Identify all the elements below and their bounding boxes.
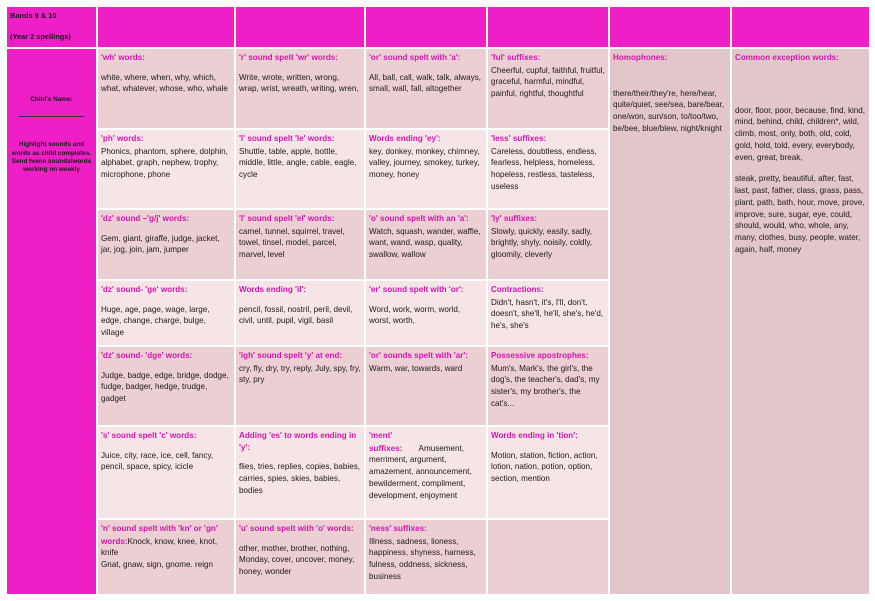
- cell-words: Write, wrote, written, wrong, wrap, wrist, wreath, writing, wren,: [239, 72, 359, 94]
- sidebar-instructions: Highlight sounds and words as child completes. Send home sounds/words working on weekly: [11, 141, 92, 174]
- cell-title: 'l' sound spelt 'el' words:: [239, 214, 335, 223]
- cell-empty: [487, 519, 609, 595]
- cell-words: other, mother, brother, nothing, Monday, cover, uncover, money, honey, wonder: [239, 543, 355, 577]
- cell-title: 'ment': [369, 431, 393, 440]
- cell-title: Adding 'es' to words ending in 'y':: [239, 431, 357, 452]
- cell-u-o-words: [235, 519, 365, 595]
- cell-title: Common exception words:: [735, 53, 839, 62]
- cell-words-continued: steak, pretty, beautiful, after, fast, last, past, father, class, grass, pass, plant, path, bath, hour, move, prove, improve, sure, sugar, eye, could, should, would, who, whole, any, many, clothes, busy, people, water, again, half, money: [735, 174, 865, 254]
- cell-title: 'l' sound spelt 'le' words:: [239, 134, 335, 143]
- bands-title: Bands 9 & 10: [10, 11, 57, 20]
- header-blank: [731, 6, 870, 48]
- cell-words: white, where, when, why, which, what, whatever, whose, who, whale: [101, 72, 228, 94]
- cell-words: Word, work, worm, world, worst, worth,: [369, 304, 461, 326]
- header-blank: [235, 6, 365, 48]
- cell-title: 'ly' suffixes:: [491, 214, 538, 223]
- cell-ly-suffixes: [487, 209, 609, 280]
- cell-or-a-words: [365, 48, 487, 129]
- cell-es-y-words: [235, 426, 365, 519]
- cell-title: 'n' sound spelt with 'kn' or 'gn': [101, 524, 218, 533]
- cell-words: there/their/they're, here/hear, quite/quiet, see/sea, bare/bear, one/won, sun/son, to/too/two, be/bee, blue/blew, night/knight: [613, 88, 725, 133]
- cell-title: Homophones:: [613, 53, 668, 62]
- cell-title: 'r' sound spelt 'wr' words:: [239, 53, 338, 62]
- cell-title: 's' sound spelt 'c' words:: [101, 431, 197, 440]
- cell-words: camel, tunnel, squirrel, travel, towel, tinsel, model, parcel, marvel, level: [239, 226, 345, 260]
- cell-title: 'or' sound spelt with 'a':: [369, 53, 461, 62]
- cell-ph-words: [97, 129, 235, 209]
- cell-wr-words: [235, 48, 365, 129]
- childs-name-label: Child's Name:: [30, 96, 73, 103]
- cell-g-j-words: [97, 209, 235, 280]
- cell-title: 'less' suffixes:: [491, 134, 547, 143]
- cell-contractions: [487, 280, 609, 346]
- cell-s-c-words: [97, 426, 235, 519]
- cell-words: key, donkey, monkey, chimney, valley, journey, smokey, turkey, money, honey: [369, 146, 480, 180]
- cell-title: 'dz' sound- 'dge' words:: [101, 351, 193, 360]
- cell-title: 'u' sound spelt with 'o' words:: [239, 524, 354, 533]
- cell-title: 'o' sound spelt with an 'a':: [369, 214, 469, 223]
- cell-title-continued: suffixes:: [369, 443, 403, 453]
- year-subtitle: (Year 2 spellings): [10, 31, 71, 41]
- name-line: [19, 116, 84, 117]
- cell-words: Knock, know, knee, knot, knife: [101, 536, 218, 558]
- cell-words: Shuttle, table, apple, bottle, middle, little, angle, cable, eagle, cycle: [239, 146, 357, 180]
- cell-title: 'ness' suffixes:: [369, 524, 427, 533]
- cell-common-exceptions: [731, 48, 870, 595]
- header-blank: [487, 6, 609, 48]
- cell-title: Words ending in 'tion':: [491, 431, 578, 440]
- cell-words: Motion, station, fiction, action, lotion, nation, potion, option, section, mention: [491, 450, 598, 484]
- cell-or-ar-words: [365, 346, 487, 426]
- cell-words: Amusement, merriment, argument, amazement, announcement, bewilderment, compliment, development, enjoyment: [369, 443, 472, 500]
- cell-words: Watch, squash, wander, waffle, want, wand, wasp, quality, swallow, wallow: [369, 226, 481, 260]
- cell-words: Slowly, quickly, easily, sadly, brightly, shyly, noisily, coldly, gloomily, cleverly: [491, 226, 593, 260]
- cell-ness-suffixes: [365, 519, 487, 595]
- header-blank: [97, 6, 235, 48]
- cell-words: Mum's, Mark's, the girl's, the dog's, the teacher's, dad's, my sister's, my brother's, the cat's...: [491, 363, 600, 408]
- cell-er-or-words: [365, 280, 487, 346]
- cell-il-words: [235, 280, 365, 346]
- cell-words: Careless, doubtless, endless, fearless, helpless, homeless, hopeless, restless, tasteless, useless: [491, 146, 597, 191]
- cell-words: Judge, badge, edge, bridge, dodge, fudge, badger, hedge, trudge, gadget: [101, 370, 229, 404]
- cell-words: Phonics, phantom, sphere, dolphin, alphabet, graph, nephew, trophy, microphone, phone: [101, 146, 228, 180]
- cell-words: cry, fly, dry, try, reply, July, spy, fry, sty, pry: [239, 363, 361, 385]
- cell-words: Gem, giant, giraffe, judge, jacket, jar, jog, join, jam, jumper: [101, 233, 220, 255]
- cell-words-continued: Gnat, gnaw, sign, gnome. reign: [101, 560, 214, 570]
- cell-possessive-apostrophes: [487, 346, 609, 426]
- cell-words: pencil, fossil, nostril, peril, devil, civil, until, pupil, vigil, basil: [239, 304, 353, 326]
- cell-title-continued: words:: [101, 536, 128, 546]
- cell-words: Huge, age, page, wage, large, edge, change, charge, bulge, village: [101, 304, 210, 338]
- cell-title: 'or' sounds spelt with 'ar':: [369, 351, 468, 360]
- cell-title: 'dz' sound –'g/j' words:: [101, 214, 190, 223]
- cell-le-words: [235, 129, 365, 209]
- cell-dge-words: [97, 346, 235, 426]
- cell-words: Cheerful, cupful, faithful, fruitful, graceful, harmful, mindful, painful, rightful, thoughtful: [491, 65, 605, 99]
- cell-ey-words: [365, 129, 487, 209]
- cell-kn-gn-words: [97, 519, 235, 595]
- cell-words: door, floor, poor, because, find, kind, mind, behind, child, children*, wild, climb, most, only, both, old, cold, gold, hold, told, every, everybody, even, great, break,: [735, 105, 866, 162]
- cell-title: Possessive apostrophes:: [491, 351, 589, 360]
- cell-title: 'ful' suffixes:: [491, 53, 541, 62]
- cell-words: flies, tries, replies, copies, babies, carries, spies, skies, babies, bodies: [239, 462, 361, 495]
- cell-words: Didn't, hasn't, it's, I'll, don't, doesn't, she'll, he'll, she's, he'd, he's, she's: [491, 297, 604, 331]
- cell-el-words: [235, 209, 365, 280]
- cell-wh-words: [97, 48, 235, 129]
- cell-homophones: [609, 48, 731, 595]
- cell-title: 'dz' sound- 'ge' words:: [101, 285, 188, 294]
- cell-words: All, ball, call, walk, talk, always, small, wall, fall, altogether: [369, 72, 482, 94]
- cell-ful-suffixes: [487, 48, 609, 129]
- cell-title: Words ending 'il':: [239, 285, 307, 294]
- cell-title: Contractions:: [491, 285, 544, 294]
- cell-less-suffixes: [487, 129, 609, 209]
- cell-title: Words ending 'ey':: [369, 134, 441, 143]
- cell-words: Juice, city, race, ice, cell, fancy, pencil, space, spicy, icicle: [101, 450, 214, 472]
- header-blank: [365, 6, 487, 48]
- cell-title: 'igh' sound spelt 'y' at end:: [239, 351, 343, 360]
- cell-ment-suffixes: [365, 426, 487, 519]
- cell-title: 'wh' words:: [101, 53, 145, 62]
- cell-words: Warm, war, towards, ward: [369, 363, 463, 373]
- header-cell: [6, 6, 97, 48]
- header-blank: [609, 6, 731, 48]
- spellings-grid: [5, 5, 871, 596]
- cell-igh-y-words: [235, 346, 365, 426]
- cell-title: 'er' sound spelt with 'or':: [369, 285, 464, 294]
- sidebar: [6, 48, 97, 595]
- cell-tion-words: [487, 426, 609, 519]
- cell-words: Illness, sadness, lioness, happiness, shyness, harness, fulness, oddness, sickness, business: [369, 536, 476, 581]
- cell-ge-words: [97, 280, 235, 346]
- cell-o-a-words: [365, 209, 487, 280]
- cell-title: 'ph' words:: [101, 134, 144, 143]
